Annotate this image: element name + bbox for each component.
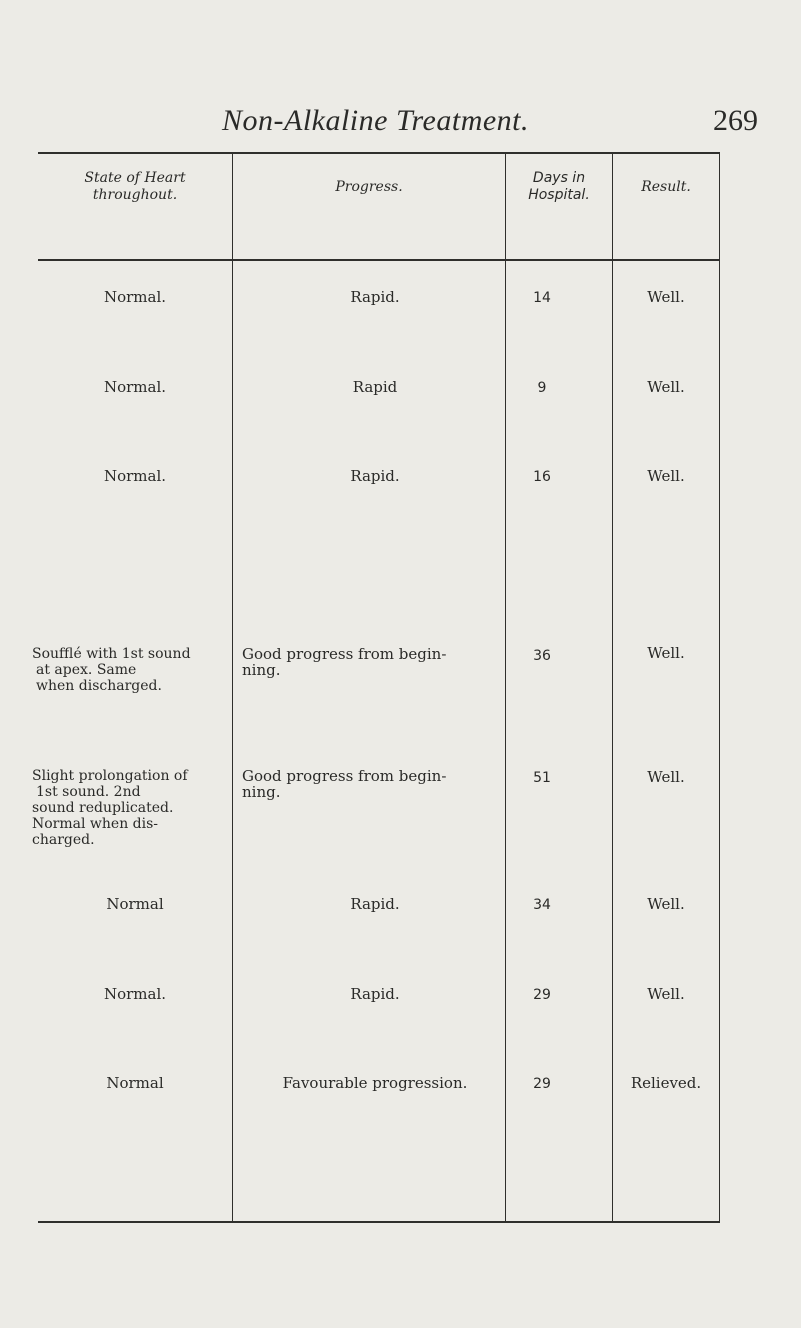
column-divider-4 <box>719 152 720 1223</box>
table-row-7-state: Normal. <box>103 985 167 1003</box>
table-row-6-state: Normal <box>106 895 164 913</box>
table-row-8-progress: Favourable progression. <box>282 1074 468 1092</box>
table-row-3-result: Well. <box>647 467 685 485</box>
column-divider-2 <box>505 152 506 1223</box>
table-row-4-state-line-2: at apex. Same <box>36 662 137 678</box>
running-title: Non-Alkaline Treatment. <box>222 104 530 137</box>
table-row-4-state <box>32 646 214 694</box>
table-row-7-result: Well. <box>647 985 685 1003</box>
table-row-8-result: Relieved. <box>630 1074 702 1092</box>
table-row-3-days: 16 <box>533 469 551 485</box>
table-row-3-progress: Rapid. <box>350 467 400 485</box>
table-row-6-progress: Rapid. <box>350 895 400 913</box>
table-row-4-progress-line-1: Good progress from begin- <box>242 645 447 663</box>
column-header-days <box>506 170 612 204</box>
table-row-1-result: Well. <box>647 288 685 306</box>
column-header-state-line-2: throughout. <box>92 187 178 203</box>
table-row-6-result: Well. <box>647 895 685 913</box>
table-row-4-state-line-1: Soufflé with 1st sound <box>32 646 191 662</box>
table-row-8-days: 29 <box>533 1076 551 1092</box>
table-row-5-state-line-3: sound reduplicated. <box>32 800 174 816</box>
page-header <box>0 104 801 144</box>
table-row-2-state: Normal. <box>103 378 167 396</box>
table-row-4-state-line-3: when discharged. <box>36 678 162 694</box>
column-header-state <box>38 170 232 204</box>
table-row-5-progress-line-1: Good progress from begin- <box>242 767 447 785</box>
table-row-7-progress: Rapid. <box>350 985 400 1003</box>
table-row-5-progress-line-2: ning. <box>242 783 281 801</box>
table-row-4-progress <box>242 646 472 678</box>
header-bottom-rule <box>38 259 720 261</box>
column-header-result-line-1: Result. <box>641 179 691 195</box>
table-row-1-days: 14 <box>533 290 551 306</box>
table-row-1-progress: Rapid. <box>350 288 400 306</box>
column-header-progress <box>233 179 505 196</box>
column-header-state-line-1: State of Heart <box>84 170 186 186</box>
column-header-days-line-2: Hospital. <box>528 187 590 203</box>
table-row-5-state <box>32 768 214 848</box>
page-number: 269 <box>713 104 758 137</box>
column-divider-1 <box>232 152 233 1223</box>
table-row-8-state: Normal <box>106 1074 164 1092</box>
table-row-2-progress: Rapid <box>352 378 398 396</box>
table-bottom-rule <box>38 1221 720 1223</box>
table-row-5-state-line-1: Slight prolongation of <box>32 768 188 784</box>
column-header-progress-line-1: Progress. <box>335 179 403 195</box>
table-row-1-state: Normal. <box>103 288 167 306</box>
table-row-2-result: Well. <box>647 378 685 396</box>
table-row-3-state: Normal. <box>103 467 167 485</box>
table-row-5-days: 51 <box>533 770 551 786</box>
table-row-7-days: 29 <box>533 987 551 1003</box>
table-row-2-days: 9 <box>537 380 547 396</box>
table-row-6-days: 34 <box>533 897 551 913</box>
column-divider-3 <box>612 152 613 1223</box>
table-row-5-state-line-2: 1st sound. 2nd <box>36 784 141 800</box>
column-header-result <box>612 179 720 196</box>
case-table <box>32 152 720 1223</box>
column-header-days-line-1: Days in <box>532 170 586 186</box>
table-row-4-result: Well. <box>647 644 685 662</box>
table-row-5-state-line-4: Normal when dis- <box>32 816 159 832</box>
table-row-4-days: 36 <box>533 648 551 664</box>
table-row-5-state-line-5: charged. <box>32 832 95 848</box>
table-row-5-progress <box>242 768 472 800</box>
table-row-5-result: Well. <box>647 768 685 786</box>
table-row-4-progress-line-2: ning. <box>242 661 281 679</box>
table-top-rule <box>38 152 720 154</box>
